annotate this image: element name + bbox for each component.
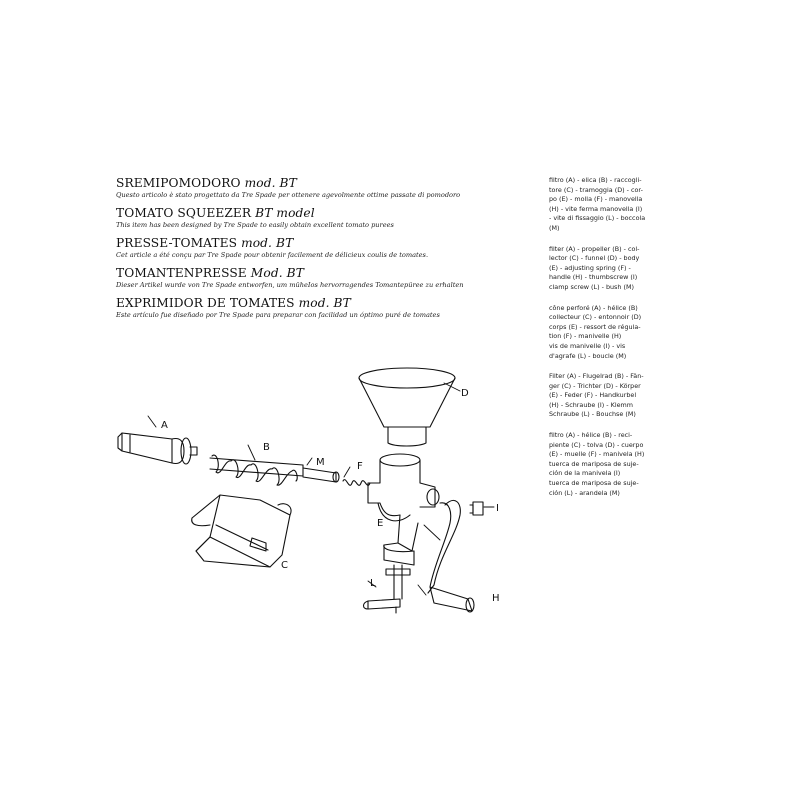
thumbscrew-part [470, 502, 483, 515]
label-h: H [492, 593, 500, 604]
heading-block-spanish [116, 296, 536, 320]
propeller-part [210, 455, 303, 485]
legend-line: (E) - adjusting spring (F) - [549, 263, 631, 272]
label-a: A [161, 420, 168, 431]
heading-block-italian [116, 176, 536, 200]
legend-line: vis de manivelle (I) - vis [549, 341, 626, 350]
label-m: M [316, 457, 325, 468]
legend-line: tuerca de mariposa de suje- [549, 459, 639, 468]
bush-shaft-part [303, 468, 339, 482]
legend-line: clamp screw (L) - bush (M) [549, 282, 634, 291]
label-e: E [377, 518, 384, 529]
legend-line: ger (C) - Trichter (D) - Körper [549, 381, 641, 390]
label-d: D [461, 388, 469, 399]
label-i: I [496, 503, 499, 514]
legend-line: piente (C) - tolva (D) - cuerpo [549, 440, 644, 449]
legend-line: tuerca de mariposa de suje- [549, 479, 639, 488]
model-text: Mod. BT [250, 266, 304, 280]
legend-line: (H) - Schraube (I) - Klemm [549, 400, 633, 409]
legend-line: filter (A) - propeller (B) - col- [549, 244, 640, 253]
label-b: B [263, 442, 270, 453]
legend-line: corps (E) - ressort de régula- [549, 322, 641, 331]
product-title [116, 266, 536, 280]
clamp-screw-part [364, 565, 411, 613]
legend-line: filtro (A) - hélice (B) - reci- [549, 431, 633, 440]
heading-block-french [116, 236, 536, 260]
product-subtitle: Dieser Artikel wurde von Tre Spade entworfen, um müheIos hervorragendes Tomantepüree zu erhalten [116, 281, 464, 289]
legend-line: d'agrafe (L) - boucle (M) [549, 351, 627, 360]
product-subtitle: Questo articolo è stato progettato da Tre Spade per ottenere agevolmente ottime passate di pomodoro [116, 191, 461, 199]
product-subtitle: Cet article a été conçu par Tre Spade pour obtenir facilement de délicieux coulis de tomates. [116, 251, 429, 259]
label-c: C [281, 560, 288, 571]
title-text: PRESSE-TOMATES [116, 236, 238, 250]
leader-lines [148, 383, 494, 595]
funnel-part [359, 368, 455, 446]
legend-line: Schraube (L) - Bouchse (M) [549, 410, 636, 419]
legend-french [549, 304, 659, 362]
title-text: SREMIPOMODORO [116, 176, 241, 190]
legend-line: lector (C) - funnel (D) - body [549, 254, 640, 263]
legend-line: cône perforé (A) - hélice (B) [549, 303, 638, 312]
product-title [116, 236, 536, 250]
legend-line: filtro (A) - elica (B) - raccogli- [549, 176, 642, 184]
product-title [116, 296, 536, 310]
product-title [116, 206, 536, 220]
legend-line: (E) - muelle (F) - manivela (H) [549, 450, 645, 459]
product-subtitle: This item has been designed by Tre Spade to easily obtain excellent tomato purees [116, 221, 394, 229]
model-text: mod. BT [298, 296, 351, 310]
legend-line: (E) - Feder (F) - Handkurbel [549, 391, 637, 400]
legend-line: ción (L) - arandela (M) [549, 488, 620, 497]
collector-part [192, 495, 291, 567]
legend-line: (H) - vite ferma manovella (I) [549, 204, 643, 213]
legend-line: po (E) - molla (F) - manovella [549, 195, 643, 204]
product-title [116, 176, 536, 190]
legend-line: - vite di fissaggio (L) - boccola [549, 214, 646, 223]
legend-english [549, 245, 659, 293]
legend-line: collecteur (C) - entonnoir (D) [549, 313, 642, 322]
legend-line: handle (H) - thumbscrew (I) [549, 273, 638, 282]
model-text: mod. BT [244, 176, 297, 190]
model-text: mod. BT [241, 236, 294, 250]
legend-line: tion (F) - manivelle (H) [549, 332, 622, 341]
legend-line: tore (C) - tramoggia (D) - cor- [549, 185, 643, 194]
legend-german [549, 372, 659, 420]
spring-part [343, 480, 370, 486]
legend-spanish [549, 431, 659, 498]
heading-block-english [116, 206, 536, 230]
legend-italian [549, 176, 659, 234]
parts-legend [549, 176, 659, 509]
product-headings [116, 176, 536, 326]
body-part [368, 454, 439, 565]
product-subtitle: Este artículo fue diseñado por Tre Spade para preparar con facilidad un óptimo puré de tomates [116, 311, 440, 319]
diagram-svg [100, 355, 520, 645]
legend-line: Filter (A) - Flugelrad (B) - Fän- [549, 372, 644, 381]
handle-part [428, 500, 474, 612]
label-l: L [370, 578, 376, 589]
filter-cone-part [118, 433, 197, 464]
legend-line: (M) [549, 223, 560, 232]
model-text: BT model [255, 206, 315, 220]
title-text: TOMANTENPRESSE [116, 266, 247, 280]
exploded-parts-diagram [100, 355, 520, 645]
heading-block-german [116, 266, 536, 290]
title-text: TOMATO SQUEEZER [116, 206, 252, 220]
legend-line: ción de la manivela (I) [549, 469, 621, 478]
title-text: EXPRIMIDOR DE TOMATES [116, 296, 295, 310]
label-f: F [357, 461, 363, 472]
